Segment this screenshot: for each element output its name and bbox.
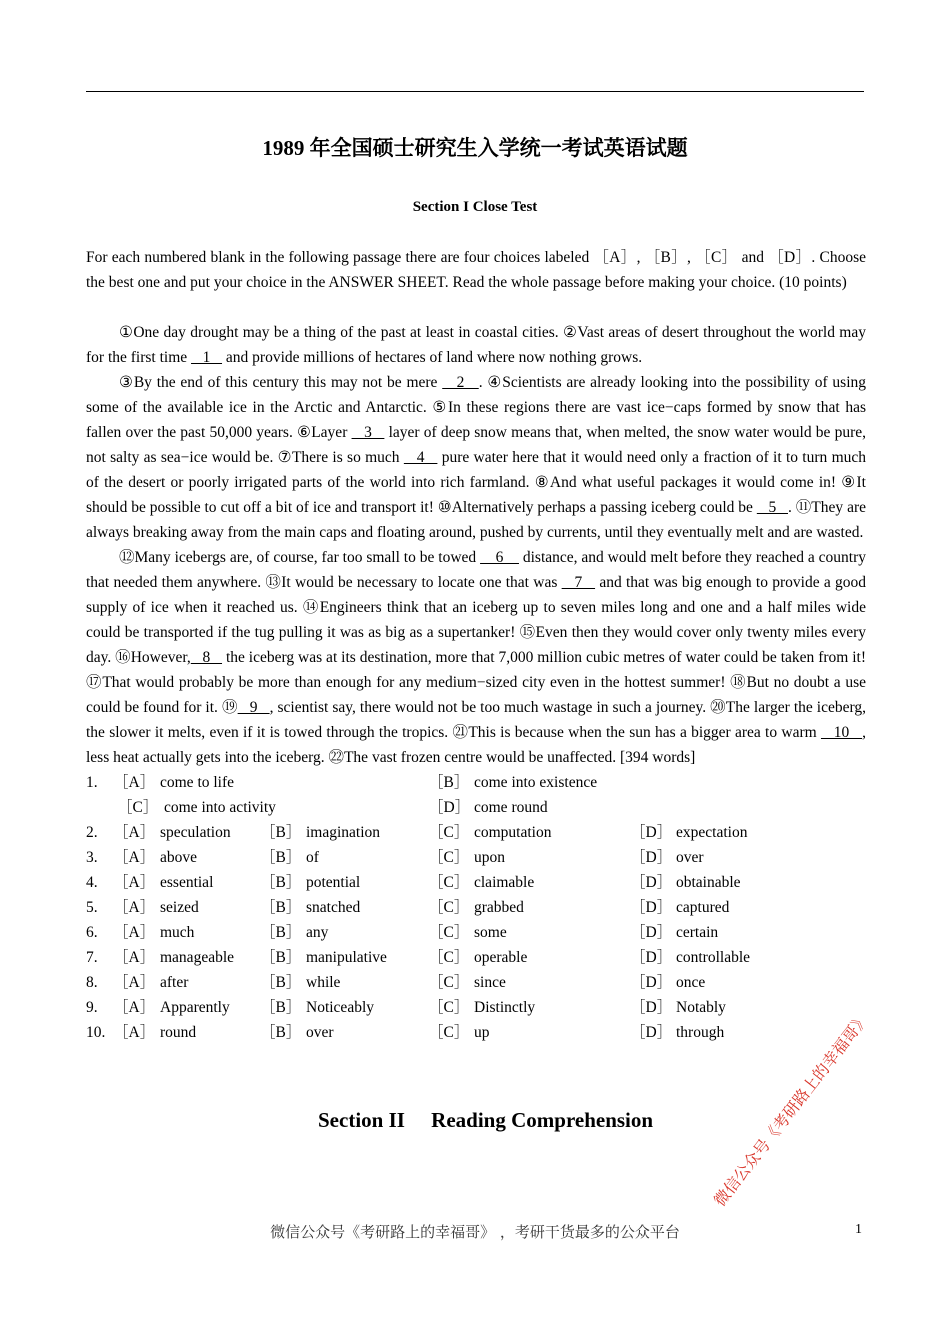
- cloze-blank: 4: [403, 449, 438, 466]
- question-row: [86, 795, 866, 820]
- choice-label: ［C］: [428, 874, 470, 891]
- section-heading-2: Section II Reading Comprehension: [318, 1108, 654, 1132]
- choice-text: controllable: [676, 949, 751, 966]
- choice-text: manageable: [160, 949, 235, 966]
- question-row: [86, 945, 866, 970]
- passage-text: , less heat actually gets into the iceberg. ㉒The vast frozen centre would be unaffected. [394 words]: [86, 724, 867, 766]
- choice-label: ［D］: [630, 849, 673, 866]
- choice-label: ［A］: [113, 874, 156, 891]
- question-row: [86, 920, 866, 945]
- cloze-blank: 3: [351, 424, 385, 441]
- cloze-blank: 7: [561, 574, 596, 591]
- choice-label: ［C］: [428, 1024, 470, 1041]
- choice-text: round: [160, 1024, 197, 1041]
- question-row: [86, 820, 866, 845]
- passage-text: ⑫Many icebergs are, of course, far too small to be towed: [119, 549, 481, 566]
- cloze-blank: 10: [820, 724, 863, 741]
- choice-label: ［B］: [260, 899, 302, 916]
- choice-text: operable: [474, 949, 528, 966]
- question-row: [86, 845, 866, 870]
- content-flow: [86, 245, 866, 1133]
- choice-text: any: [306, 924, 329, 941]
- question-number: 6.: [86, 924, 98, 941]
- choice-label: ［B］: [260, 949, 302, 966]
- passage-text: . ④Scientists are already looking into the possibility of using some of the available ice in the Arctic and Antarctic. ⑤In these regions there are vast ice−caps formed by snow that has fallen over the past 50,000 years. ⑥Layer: [86, 374, 867, 441]
- choice-text: Distinctly: [474, 999, 536, 1016]
- choice-label: ［A］: [113, 999, 156, 1016]
- question-number: 4.: [86, 874, 98, 891]
- choice-text: certain: [676, 924, 719, 941]
- watermark: 微信公众号《考研路上的幸福哥》: [710, 1009, 873, 1210]
- choice-text: since: [474, 974, 506, 991]
- choice-label: ［C］: [117, 799, 159, 816]
- choice-text: captured: [676, 899, 730, 916]
- choice-text: Apparently: [160, 999, 230, 1016]
- answer-options: [86, 770, 866, 1045]
- passage-text: pure water here that it would need only a fraction of it to turn much of the desert or poorly irrigated parts of the world into rich farmland. ⑧And what useful packages it would come in! ⑨It should be possible to cut off a bit of ice and transport it! ⑩Alternatively perhaps a passing iceberg could be: [86, 449, 867, 516]
- choice-text: after: [160, 974, 189, 991]
- question-number: 2.: [86, 824, 98, 841]
- choice-text: once: [676, 974, 706, 991]
- choice-label: ［B］: [260, 1024, 302, 1041]
- choice-label: ［B］: [260, 849, 302, 866]
- choice-label: ［D］: [630, 899, 673, 916]
- choice-text: grabbed: [474, 899, 524, 916]
- choice-text: manipulative: [306, 949, 387, 966]
- choice-text: above: [160, 849, 198, 866]
- choice-label: ［A］: [113, 824, 156, 841]
- choice-text: of: [306, 849, 319, 866]
- passage-paragraph: [86, 370, 866, 545]
- choice-text: essential: [160, 874, 214, 891]
- passage-paragraph: [86, 545, 866, 770]
- passage-text: and provide millions of hectares of land where now nothing grows.: [222, 349, 643, 366]
- choice-text: seized: [160, 899, 199, 916]
- question-row: [86, 770, 866, 795]
- cloze-blank: 1: [191, 349, 223, 366]
- choice-text: through: [676, 1024, 725, 1041]
- choice-label: ［D］: [428, 799, 471, 816]
- cloze-blank: 6: [480, 549, 519, 566]
- passage-text: distance, and would melt before they reached a country that needed them anywhere. ⑬It would be necessary to locate one that was: [86, 549, 867, 591]
- choice-label: ［B］: [260, 924, 302, 941]
- passage-paragraph: [86, 320, 866, 370]
- question-number: 1.: [86, 774, 98, 791]
- cloze-blank: 2: [442, 374, 479, 391]
- choice-text: upon: [474, 849, 505, 866]
- question-number: 5.: [86, 899, 98, 916]
- choice-label: ［D］: [630, 999, 673, 1016]
- choice-label: ［C］: [428, 924, 470, 941]
- choice-label: ［A］: [113, 1024, 156, 1041]
- question-row: [86, 1020, 866, 1045]
- choice-label: ［D］: [630, 824, 673, 841]
- choice-label: ［B］: [260, 874, 302, 891]
- choice-label: ［A］: [113, 774, 156, 791]
- choice-label: ［B］: [260, 999, 302, 1016]
- choice-label: ［A］: [113, 924, 156, 941]
- section-heading: Section I Close Test: [412, 199, 538, 215]
- choice-text: come to life: [160, 774, 235, 791]
- choice-label: ［A］: [113, 974, 156, 991]
- choice-text: much: [160, 924, 195, 941]
- page-number: 1: [855, 1222, 862, 1237]
- passage-text: layer of deep snow means that, when melted, the snow water would be pure, not salty as sea−ice would be. ⑦There is so much: [86, 424, 867, 466]
- passage-text: and that was big enough to provide a good supply of ice when it reached us. ⑭Engineers think that an iceberg up to seven miles long and one and a half miles wide could be transported if the tug pulling it was as big as a supertanker! ⑮Even then they would cover only twenty miles every day. ⑯However,: [86, 574, 867, 666]
- choice-label: ［B］: [260, 974, 302, 991]
- cloze-blank: 5: [756, 499, 788, 516]
- choice-text: over: [306, 1024, 334, 1041]
- choice-label: ［D］: [630, 1024, 673, 1041]
- choice-label: ［D］: [630, 949, 673, 966]
- question-number: 7.: [86, 949, 98, 966]
- choice-text: expectation: [676, 824, 748, 841]
- choice-text: Noticeably: [306, 999, 375, 1016]
- choice-label: ［D］: [630, 974, 673, 991]
- cloze-blank: 9: [237, 699, 270, 716]
- choice-label: ［C］: [428, 824, 470, 841]
- question-number: 8.: [86, 974, 98, 991]
- question-row: [86, 870, 866, 895]
- choice-label: ［A］: [113, 849, 156, 866]
- choice-label: ［A］: [113, 949, 156, 966]
- question-row: [86, 895, 866, 920]
- passage-text: , scientist say, there would not be too much wastage in such a journey. ⑳The larger the iceberg, the slower it melts, even if it is towed through the tropics. ㉑This is because when the sun has a bigger area to warm: [86, 699, 866, 741]
- footer-text: 微信公众号《考研路上的幸福哥》 ，考研干货最多的公众平台: [270, 1223, 680, 1241]
- choice-text: come into existence: [474, 774, 598, 791]
- page-title: 1989 年全国硕士研究生入学统一考试英语试题: [262, 136, 688, 160]
- choice-label: ［D］: [630, 874, 673, 891]
- choice-text: obtainable: [676, 874, 741, 891]
- question-number: 3.: [86, 849, 98, 866]
- choice-text: imagination: [306, 824, 381, 841]
- choice-label: ［C］: [428, 899, 470, 916]
- choice-label: ［B］: [260, 824, 302, 841]
- choice-text: over: [676, 849, 704, 866]
- choice-label: ［A］: [113, 899, 156, 916]
- passage: [86, 320, 866, 770]
- choice-text: Notably: [676, 999, 726, 1016]
- choice-label: ［C］: [428, 999, 470, 1016]
- choice-text: computation: [474, 824, 552, 841]
- passage-text: ③By the end of this century this may not be mere: [119, 374, 443, 391]
- choice-text: come into activity: [164, 799, 276, 816]
- choice-text: speculation: [160, 824, 231, 841]
- choice-text: some: [474, 924, 507, 941]
- passage-text: the iceberg was at its destination, more that 7,000 million cubic metres of water could be taken from it! ⑰That would probably be more than enough for any medium−sized city even in the hottest summer! ⑱But no doubt a use could be found for it. ⑲: [86, 649, 867, 716]
- question-row: [86, 970, 866, 995]
- choice-text: potential: [306, 874, 361, 891]
- instructions: For each numbered blank in the following passage there are four choices labeled ［A］, ［B］, ［C］ and ［D］. Choose the best one and put your choice in the ANSWER SHEET. Read the whole passage before making your choice. (10 points): [86, 249, 866, 291]
- choice-label: ［B］: [428, 774, 470, 791]
- passage-text: . ⑪They are always breaking away from the main caps and floating around, pushed by currents, until they eventually melt and are wasted.: [86, 499, 866, 541]
- choice-label: ［C］: [428, 974, 470, 991]
- passage-text: ①One day drought may be a thing of the past at least in coastal cities. ②Vast areas of desert throughout the world may for the first time: [86, 324, 866, 366]
- choice-text: come round: [474, 799, 548, 816]
- choice-label: ［C］: [428, 849, 470, 866]
- question-row: [86, 995, 866, 1020]
- header-rule: [86, 91, 864, 92]
- question-number: 10.: [86, 1024, 106, 1041]
- choice-label: ［C］: [428, 949, 470, 966]
- question-number: 9.: [86, 999, 98, 1016]
- choice-label: ［D］: [630, 924, 673, 941]
- choice-text: while: [306, 974, 341, 991]
- choice-text: claimable: [474, 874, 535, 891]
- cloze-blank: 8: [190, 649, 223, 666]
- choice-text: snatched: [306, 899, 361, 916]
- choice-text: up: [474, 1024, 490, 1041]
